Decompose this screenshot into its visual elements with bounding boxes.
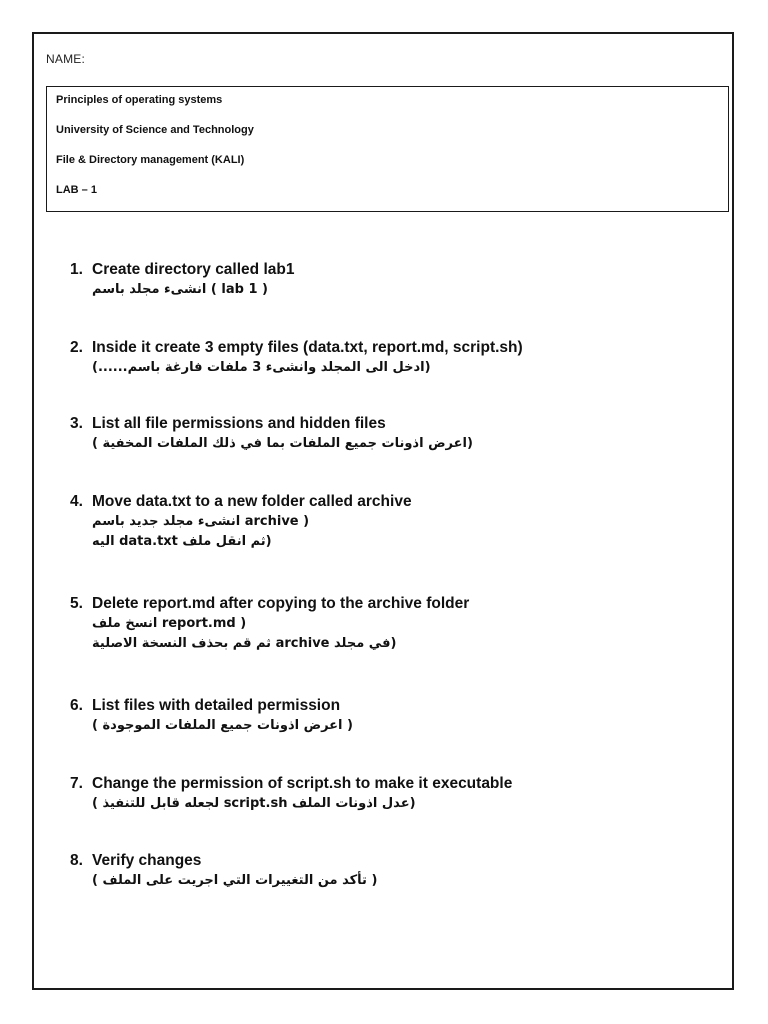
- task-number: 2.: [70, 339, 83, 356]
- task-arabic-line: ( archive انشىء مجلد جديد باسم: [92, 514, 310, 529]
- task-arabic-line: ( تأكد من التغييرات التي اجريت على الملف ): [92, 873, 378, 888]
- name-label: NAME:: [46, 52, 86, 66]
- task-number: 6.: [70, 697, 83, 714]
- task-arabic-line: (اعرض اذونات جميع الملفات بما في ذلك الملفات المخفية ): [92, 436, 473, 451]
- task-title: Change the permission of script.sh to make it executable: [92, 775, 513, 792]
- lab-topic: File & Directory management (KALI): [56, 154, 245, 166]
- task-item: [70, 774, 710, 814]
- task-item: [70, 594, 710, 654]
- course-info-box: [46, 86, 729, 212]
- task-title: Move data.txt to a new folder called archive: [92, 493, 412, 510]
- task-title: Delete report.md after copying to the archive folder: [92, 595, 470, 612]
- task-item: [70, 260, 710, 300]
- task-title: List files with detailed permission: [92, 697, 341, 714]
- task-item: [70, 414, 710, 454]
- task-item: [70, 851, 710, 891]
- task-item: [70, 492, 710, 552]
- task-arabic-line: ( report.md انسخ ملف: [92, 616, 247, 631]
- task-number: 8.: [70, 852, 83, 869]
- task-title: Create directory called lab1: [92, 261, 295, 278]
- task-title: List all file permissions and hidden files: [92, 415, 386, 432]
- task-item: [70, 696, 710, 736]
- university-name: University of Science and Technology: [56, 124, 254, 136]
- task-arabic-line: ( اعرض اذونات جميع الملفات الموجودة ): [92, 718, 353, 733]
- lab-number: LAB – 1: [56, 184, 97, 196]
- course-title: Principles of operating systems: [56, 94, 223, 106]
- task-arabic-line: (عدل اذونات الملف script.sh لجعله قابل للتنفيذ ): [92, 796, 416, 811]
- task-arabic-line: (ثم انقل ملف data.txt اليه: [92, 534, 272, 549]
- task-title: Verify changes: [92, 852, 202, 869]
- task-title: Inside it create 3 empty files (data.txt, report.md, script.sh): [92, 339, 523, 356]
- task-arabic-line: ( lab 1 ) انشىء مجلد باسم: [92, 282, 268, 297]
- task-number: 7.: [70, 775, 83, 792]
- task-item: [70, 338, 710, 378]
- task-arabic-line: (في مجلد archive ثم قم بحذف النسخة الاصلية: [92, 636, 397, 651]
- task-number: 4.: [70, 493, 83, 510]
- task-arabic-line: (ادخل الى المجلد وانشىء 3 ملفات فارغة باسم......): [92, 360, 431, 375]
- task-number: 3.: [70, 415, 83, 432]
- task-number: 5.: [70, 595, 83, 612]
- task-number: 1.: [70, 261, 83, 278]
- worksheet-page: [32, 32, 734, 990]
